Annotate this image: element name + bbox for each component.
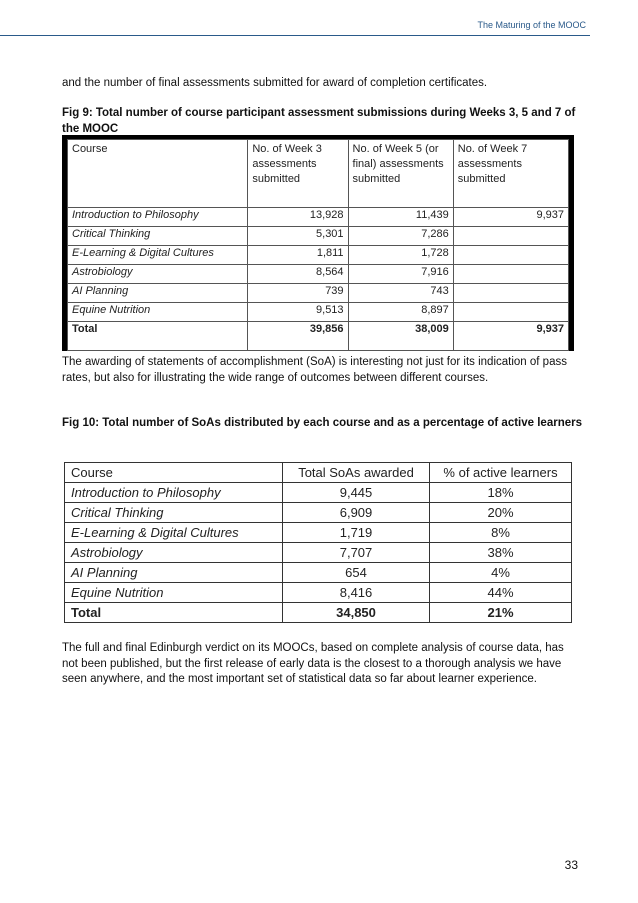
value-cell: 11,439 (348, 208, 453, 227)
course-cell: E-Learning & Digital Cultures (68, 246, 248, 265)
course-cell: E-Learning & Digital Cultures (65, 523, 283, 543)
value-cell (453, 303, 568, 322)
table-row (68, 246, 569, 265)
fig9-table (67, 139, 569, 351)
table-row (65, 503, 572, 523)
course-cell: Equine Nutrition (65, 583, 283, 603)
fig9-header-cell: No. of Week 3 assessments submitted (248, 140, 348, 208)
course-cell: Equine Nutrition (68, 303, 248, 322)
table-row (65, 583, 572, 603)
value-cell: 38% (430, 543, 572, 563)
value-cell: 18% (430, 483, 572, 503)
value-cell: 9,937 (453, 208, 568, 227)
soa-paragraph: The awarding of statements of accomplishment (SoA) is interesting not just for its indication of pass rates, but also for illustrating the wide range of outcomes between different courses. (62, 356, 567, 384)
value-cell: 13,928 (248, 208, 348, 227)
table-row (65, 563, 572, 583)
value-cell: 44% (430, 583, 572, 603)
fig10-header-cell: Course (65, 463, 283, 483)
course-cell: Introduction to Philosophy (65, 483, 283, 503)
value-cell: 1,811 (248, 246, 348, 265)
fig9-header-row (68, 140, 569, 208)
fig10-table (64, 462, 572, 623)
total-value: 9,937 (453, 322, 568, 351)
value-cell: 743 (348, 284, 453, 303)
fig10-header-row (65, 463, 572, 483)
value-cell (453, 265, 568, 284)
total-value: 34,850 (283, 603, 430, 623)
total-label: Total (68, 322, 248, 351)
value-cell: 1,719 (283, 523, 430, 543)
fig9-header-cell: No. of Week 7 assessments submitted (453, 140, 568, 208)
value-cell: 6,909 (283, 503, 430, 523)
total-row (68, 322, 569, 351)
course-cell: Introduction to Philosophy (68, 208, 248, 227)
course-cell: Critical Thinking (65, 503, 283, 523)
table-row (68, 284, 569, 303)
fig10-caption: Fig 10: Total number of SoAs distributed by each course and as a percentage of active learners (62, 417, 582, 429)
value-cell: 654 (283, 563, 430, 583)
table-row (65, 543, 572, 563)
page-number: 33 (564, 858, 578, 872)
value-cell: 20% (430, 503, 572, 523)
table-row (68, 265, 569, 284)
value-cell: 9,513 (248, 303, 348, 322)
fig9-header-cell: No. of Week 5 (or final) assessments submitted (348, 140, 453, 208)
value-cell (453, 246, 568, 265)
value-cell: 8% (430, 523, 572, 543)
course-cell: Astrobiology (65, 543, 283, 563)
value-cell: 8,564 (248, 265, 348, 284)
value-cell: 7,916 (348, 265, 453, 284)
header-rule (0, 35, 590, 36)
course-cell: Critical Thinking (68, 227, 248, 246)
table-row (65, 523, 572, 543)
fig10-header-cell: Total SoAs awarded (283, 463, 430, 483)
fig9-caption: Fig 9: Total number of course participant assessment submissions during Weeks 3, 5 and 7 of the MOOC (62, 107, 576, 135)
total-value: 21% (430, 603, 572, 623)
value-cell (453, 227, 568, 246)
course-cell: AI Planning (68, 284, 248, 303)
table-row (65, 483, 572, 503)
total-value: 39,856 (248, 322, 348, 351)
fig10-header-cell: % of active learners (430, 463, 572, 483)
closing-paragraph: The full and final Edinburgh verdict on its MOOCs, based on complete analysis of course data, has not been published, but the first release of early data is the closest to a thorough analysis we have seen anywhere, and the most important set of statistical data so far about learner experience. (62, 642, 564, 685)
fig9-header-cell: Course (68, 140, 248, 208)
value-cell: 1,728 (348, 246, 453, 265)
total-value: 38,009 (348, 322, 453, 351)
fig9-table-image (62, 135, 574, 351)
value-cell: 5,301 (248, 227, 348, 246)
intro-line: and the number of final assessments submitted for award of completion certificates. (62, 77, 488, 89)
value-cell: 7,286 (348, 227, 453, 246)
value-cell (453, 284, 568, 303)
value-cell: 739 (248, 284, 348, 303)
value-cell: 8,416 (283, 583, 430, 603)
course-cell: Astrobiology (68, 265, 248, 284)
total-row (65, 603, 572, 623)
value-cell: 7,707 (283, 543, 430, 563)
value-cell: 8,897 (348, 303, 453, 322)
value-cell: 9,445 (283, 483, 430, 503)
total-label: Total (65, 603, 283, 623)
table-row (68, 303, 569, 322)
running-title: The Maturing of the MOOC (477, 20, 586, 30)
value-cell: 4% (430, 563, 572, 583)
table-row (68, 227, 569, 246)
course-cell: AI Planning (65, 563, 283, 583)
table-row (68, 208, 569, 227)
